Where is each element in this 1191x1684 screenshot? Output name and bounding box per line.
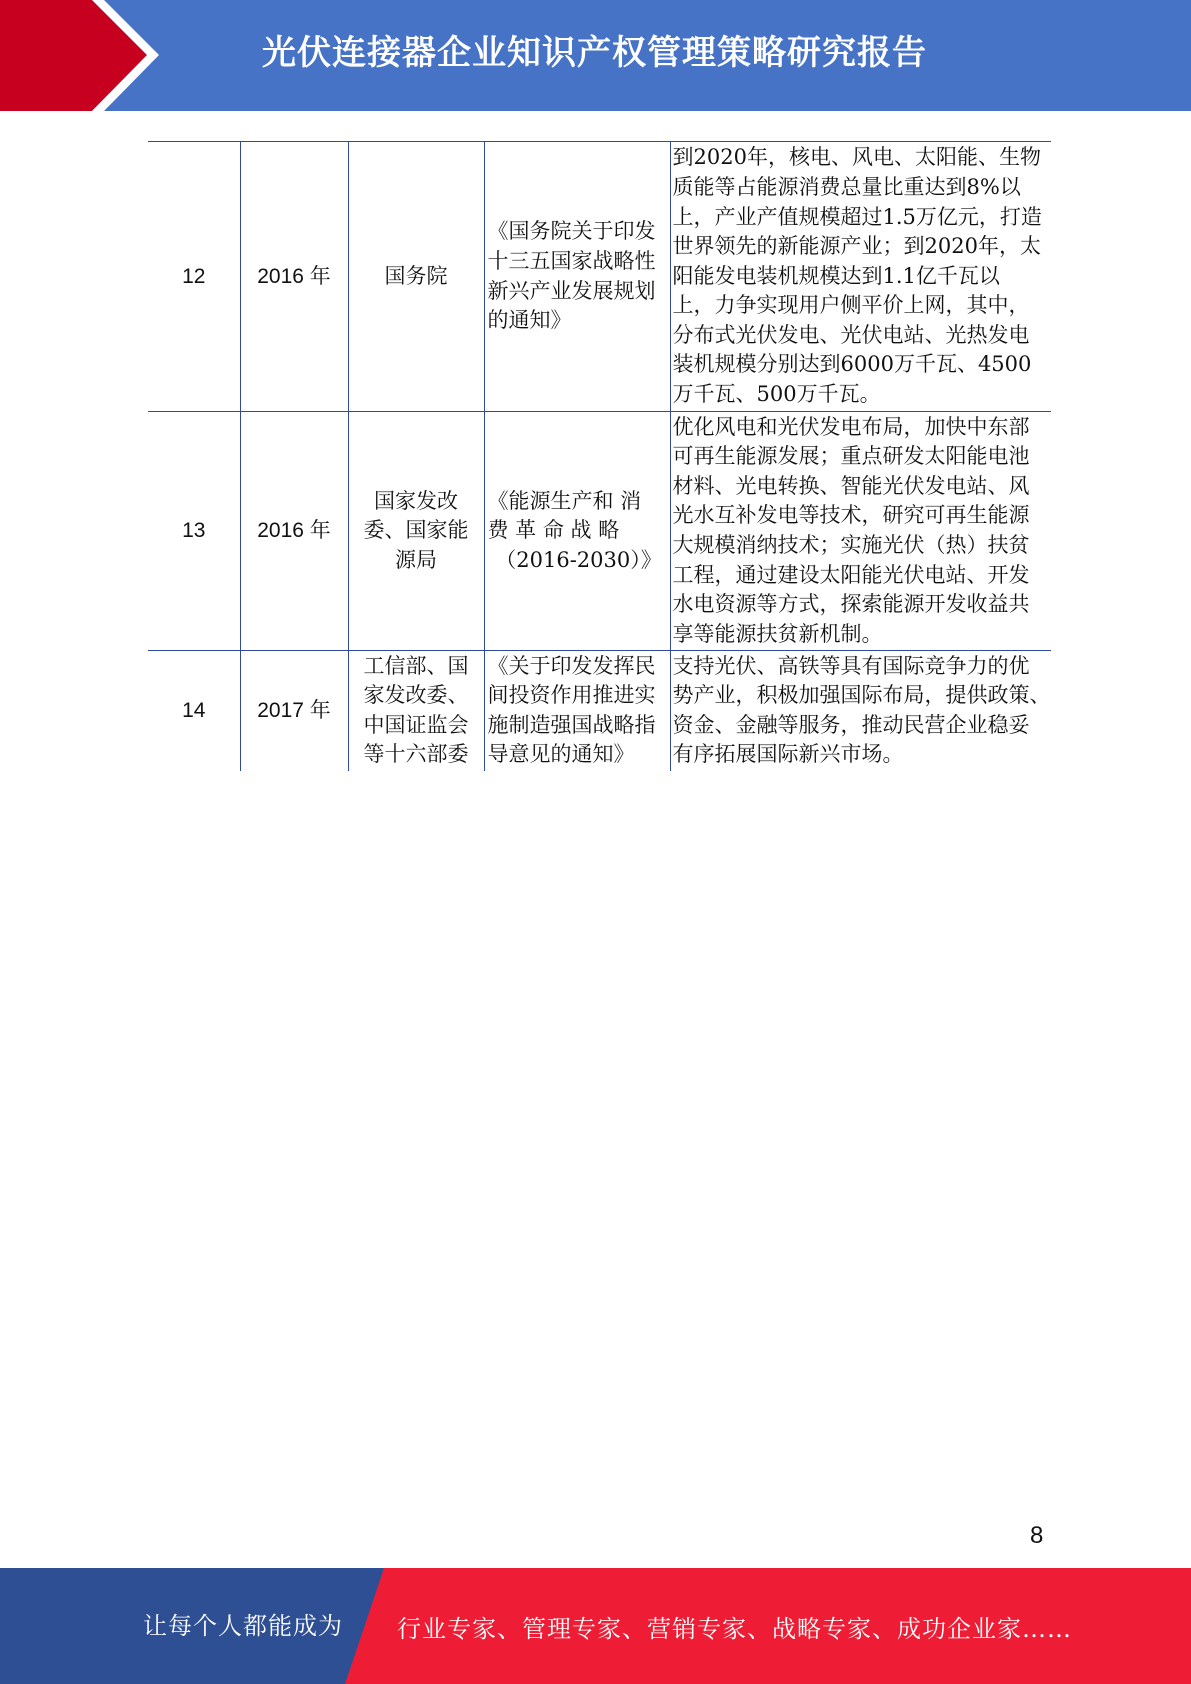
page-header [0,0,1191,111]
document-line: 《关于印发发挥民 [487,653,656,678]
content-line: 优化风电和光伏发电布局，加快中东部 [672,414,1030,439]
content-line: 万千瓦、500万千瓦。 [672,382,881,407]
content-line: 质能等占能源消费总量比重达到8%以 [672,174,1021,199]
document-line: 《能源生产和 消 [487,488,642,513]
row-year: 2016 年 [240,412,348,651]
table-row [148,142,1051,412]
row-number: 14 [148,651,240,771]
footer-slogan-left: 让每个人都能成为 [143,1612,343,1640]
content-line: 有序拓展国际新兴市场。 [672,742,904,767]
row-document [484,412,670,651]
document-line: 的通知》 [487,308,572,333]
document-line: 导意见的通知》 [487,742,635,767]
document-line: 间投资作用推进实 [487,683,656,708]
footer-slogan-right: 行业专家、管理专家、营销专家、战略专家、成功企业家…… [397,1615,1072,1643]
page-footer [0,1568,1191,1684]
content-line: 上，产业产值规模超过1.5万亿元，打造 [672,204,1042,229]
document-line: 《国务院关于印发 [487,219,656,244]
content-line: 水电资源等方式，探索能源开发收益共 [672,592,1030,617]
document-line: （2016-2030）》 [495,547,662,572]
content-line: 分布式光伏发电、光伏电站、光热发电 [672,322,1030,347]
content-line: 享等能源扶贫新机制。 [672,621,883,646]
content-line: 势产业，积极加强国际布局，提供政策、 [672,683,1051,708]
table-row [148,651,1051,771]
content-line: 资金、金融等服务，推动民营企业稳妥 [672,712,1030,737]
content-line: 装机规模分别达到6000万千瓦、4500 [672,352,1032,377]
document-line: 十三五国家战略性 [487,248,656,273]
department-line: 家发改委、 [363,683,469,708]
content-line: 大规模消纳技术；实施光伏（热）扶贫 [672,533,1030,557]
header-arrow-decoration [0,0,160,111]
content-line: 光水互补发电等技术，研究可再生能源 [672,503,1030,528]
row-content [670,142,1051,412]
row-year: 2017 年 [240,651,348,771]
document-line: 新兴产业发展规划 [487,278,656,303]
row-department [348,651,484,771]
report-title: 光伏连接器企业知识产权管理策略研究报告 [262,33,927,73]
row-content [670,412,1051,651]
row-number: 13 [148,412,240,651]
row-document [484,651,670,771]
content-line: 到2020年，核电、风电、太阳能、生物 [672,145,1041,170]
row-department [348,412,484,651]
department-line: 国务院 [384,263,448,288]
row-document [484,142,670,412]
content-line: 工程，通过建设太阳能光伏电站、开发 [672,562,1030,587]
department-line: 源局 [395,547,437,572]
content-line: 世界领先的新能源产业；到2020年，太 [672,234,1041,259]
content-line: 材料、光电转换、智能光伏发电站、风 [672,473,1030,498]
content-line: 可再生能源发展；重点研发太阳能电池 [672,444,1030,469]
content-line: 阳能发电装机规模达到1.1亿千瓦以 [672,263,1000,288]
department-line: 中国证监会 [363,712,469,737]
department-line: 工信部、国 [363,653,469,678]
content-line: 上，力争实现用户侧平价上网，其中， [672,293,1030,318]
table-row [148,412,1051,651]
document-line: 施制造强国战略指 [487,712,656,737]
policy-table [148,141,1051,771]
document-line: 费 革 命 战 略 [487,518,620,543]
row-number: 12 [148,142,240,412]
content-line: 支持光伏、高铁等具有国际竞争力的优 [672,653,1030,678]
row-department [348,142,484,412]
department-line: 国家发改 [374,488,458,513]
department-line: 委、国家能 [363,518,469,543]
department-line: 等十六部委 [363,742,469,767]
row-year: 2016 年 [240,142,348,412]
row-content [670,651,1051,771]
page-number: 8 [1030,1522,1044,1549]
